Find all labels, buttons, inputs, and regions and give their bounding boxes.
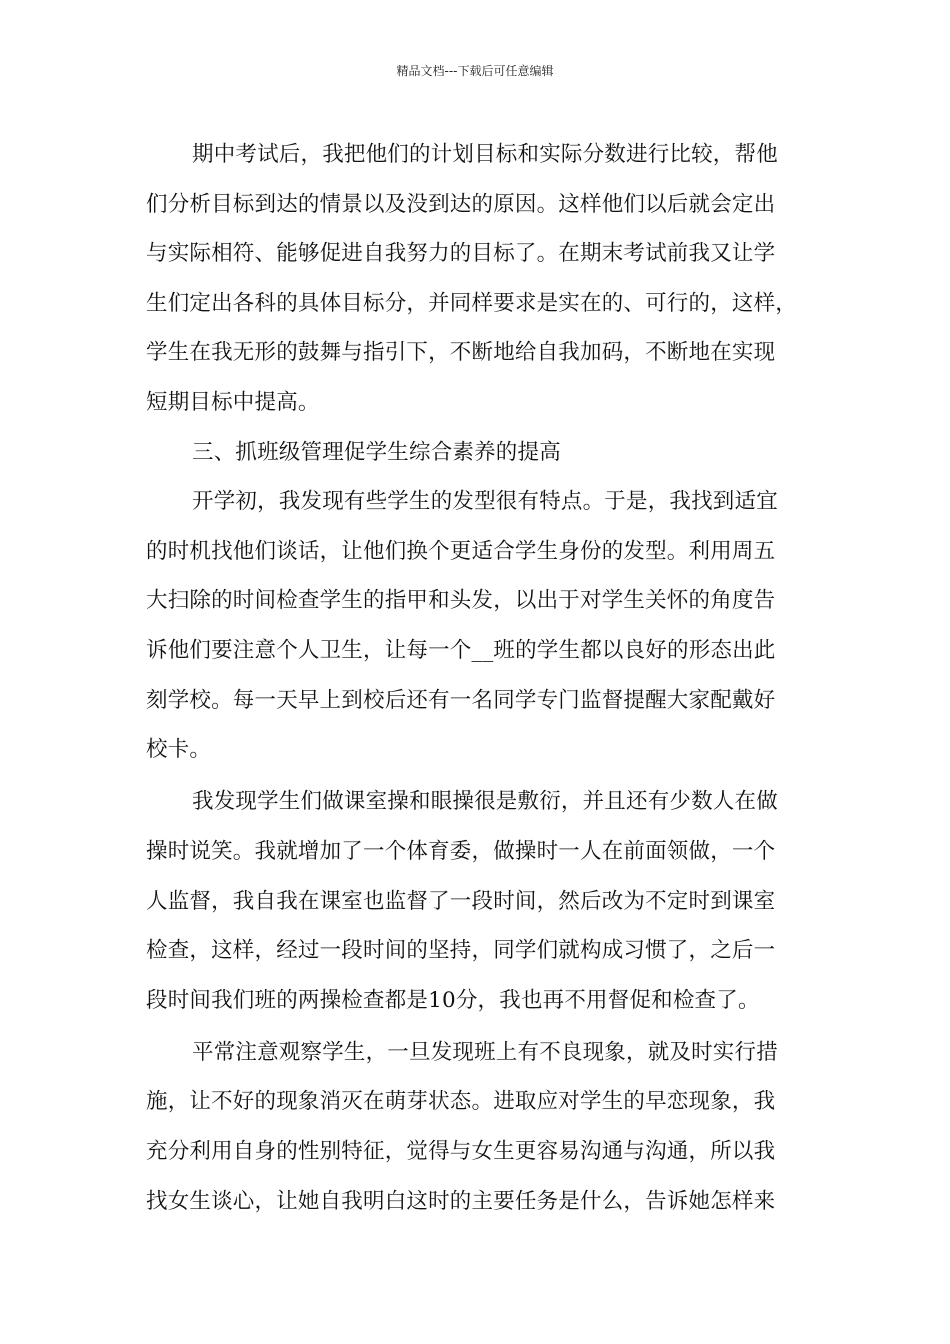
- page-header: 精品文档---下载后可任意编辑: [396, 64, 554, 78]
- text-line: 大扫除的时间检查学生的指甲和头发，以出于对学生关怀的角度告: [146, 588, 776, 614]
- text-line: 段时间我们班的两操检查都是10分，我也再不用督促和检查了。: [146, 987, 760, 1013]
- paragraph: [146, 777, 822, 1025]
- text-line: 们分析目标到达的情景以及没到达的原因。这样他们以后就会定出: [146, 191, 776, 217]
- text-line: 短期目标中提高。: [146, 389, 320, 415]
- text-line: 期中考试后，我把他们的计划目标和实际分数进行比较，帮他: [192, 142, 778, 167]
- text-line: 诉他们要注意个人卫生，让每一个__班的学生都以良好的形态出此: [146, 637, 776, 663]
- paragraph: [146, 477, 822, 775]
- text-line: 与实际相符、能够促进自我努力的目标了。在期末考试前我又让学: [146, 241, 776, 267]
- text-line: 人监督，我自我在课室也监督了一段时间，然后改为不定时到课室: [146, 888, 776, 914]
- text-line: 校卡。: [146, 737, 212, 763]
- text-line: 平常注意观察学生，一旦发现班上有不良现象，就及时实行措: [192, 1039, 778, 1065]
- text-line: 施，让不好的现象消灭在萌芽状态。进取应对学生的早恋现象，我: [146, 1089, 776, 1115]
- section-heading: [146, 428, 822, 478]
- text-line: 操时说笑。我就增加了一个体育委，做操时一人在前面领做，一个: [146, 838, 776, 864]
- text-line: 开学初，我发现有些学生的发型很有特点。于是，我找到适宜: [192, 489, 778, 515]
- text-line: 刻学校。每一天早上到校后还有一名同学专门监督提醒大家配戴好: [146, 687, 776, 713]
- text-line: 检查，这样，经过一段时间的坚持，同学们就构成习惯了，之后一: [146, 938, 776, 964]
- text-line: 的时机找他们谈话，让他们换个更适合学生身份的发型。利用周五: [146, 538, 776, 564]
- document-body: [146, 130, 822, 1226]
- paragraph: [146, 130, 822, 428]
- text-line: 学生在我无形的鼓舞与指引下，不断地给自我加码，不断地在实现: [146, 340, 776, 366]
- text-line: 我发现学生们做课室操和眼操很是敷衍，并且还有少数人在做: [192, 789, 778, 815]
- text-line: 充分利用自身的性别特征，觉得与女生更容易沟通与沟通，所以我: [146, 1139, 776, 1165]
- text-line: 生们定出各科的具体目标分，并同样要求是实在的、可行的，这样，: [146, 290, 798, 316]
- text-line: 找女生谈心，让她自我明白这时的主要任务是什么，告诉她怎样来: [146, 1188, 776, 1214]
- section-heading-text: 三、抓班级管理促学生综合素养的提高: [192, 439, 561, 465]
- paragraph: [146, 1028, 822, 1226]
